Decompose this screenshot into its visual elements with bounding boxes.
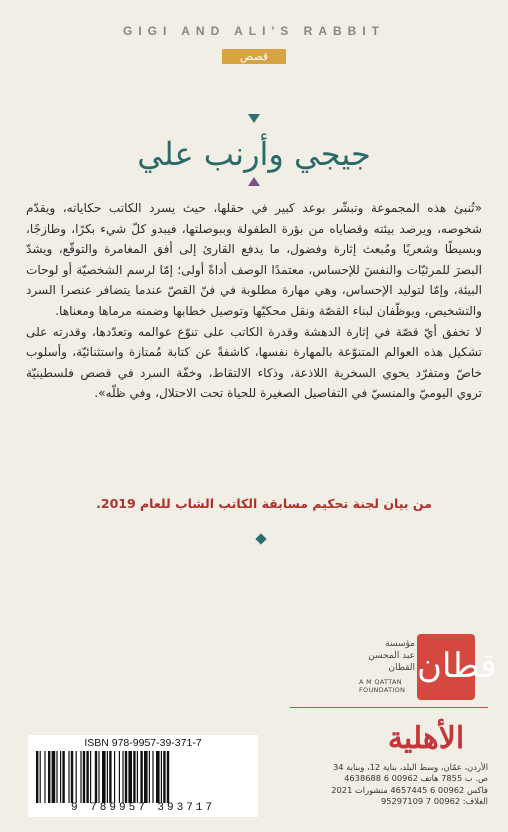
triangle-up-icon [248, 177, 260, 186]
blurb-paragraph-1: «تُنبئ هذه المجموعة وتبشّر بوعد كبير في حقلها، حيث يسرد الكاتب حكاياته، ويقدّم شخوصه، ويرصد بيئته وقضاياه من بؤرة الطفولة وببوصلتها، فيبدو كلّ شيء بكرًا، وطازجًا، وبسيطًا وشعريًا ومُبعث إثارة وفضول، ما يدفع القارئ إلى أفق المغامرة والتوقّع، ويشدّ البصرَ للمرئيّات والنفسَ للإحساس، معتمدًا الوصف أداةً أولى؛ إمّا لرسم الشخصيّة أو لوحات البيئة، وإمّا لتوليد الإحساس، وهي مهارة مطلوبة في فنّ القصّ عندما يتضافر عنصرا السرد والتشخيص، ويوظّفان لبناء القصّة ونقل محكيّها وتوصيل خطابها وضمنه مرماها ومعناها. [26, 201, 482, 318]
back-cover-blurb [26, 198, 482, 404]
qattan-mark-icon: قطان [417, 634, 475, 700]
publisher-logo-text: الأهلية [387, 721, 465, 756]
publisher-fax: فاكس 00962 6 4657445 منشورات 2021 [331, 784, 488, 795]
divider [290, 707, 488, 708]
publisher-logo [370, 721, 482, 767]
blurb-paragraph-2: لا تخفق أيّ قصّة في إثارة الدهشة وقدرة الكاتب على تنوّع عوالمه وتعدّدها، وقدرته على تشكيل هذه العوالم المتنوّعة بالمهارة نفسها، كاشفةً عن كتابة مُمتازة واستثنائيّة، وأسلوب خاصّ ومتفرّد يحوي السخرية اللاذعة، وذكاء الالتقاط، وخفّة السرد في قصص فلسطينيّة تروي اليوميّ والمنسيّ في التفاصيل الصغيرة للحياة تحت الاحتلال، وفي ظلّه». [26, 324, 482, 401]
qattan-name-arabic: مؤسسة عبد المحسن القطان [368, 639, 415, 673]
publisher-info [288, 762, 488, 808]
publisher-address: الأردن، عمّان، وسط البلد، بناية 12، وبناية 34 [333, 762, 488, 772]
isbn-text: ISBN 978-9957-39-371-7 [84, 737, 202, 749]
qattan-foundation-logo [359, 634, 497, 704]
qattan-name-english: A M QATTAN FOUNDATION [359, 678, 406, 694]
isbn-barcode [28, 735, 258, 817]
book-title: جيجي وأرنب علي [137, 135, 371, 173]
publisher-cover-credit: الغلاف: 00962 7 95297109 [380, 796, 488, 807]
barcode-bars [36, 751, 250, 803]
jury-citation: من بيان لجنة تحكيم مسابقة الكاتب الشاب للعام 2019. [96, 496, 432, 511]
diamond-ornament-icon [255, 533, 266, 544]
triangle-down-icon [248, 114, 260, 123]
publisher-phone: ص. ب 7855 هاتف 00962 6 4638688 [344, 773, 488, 784]
series-title: GIGI AND ALI'S RABBIT [123, 24, 385, 38]
series-badge: قصص [222, 49, 286, 64]
barcode-digits: 9 789957 393717 [70, 802, 216, 814]
